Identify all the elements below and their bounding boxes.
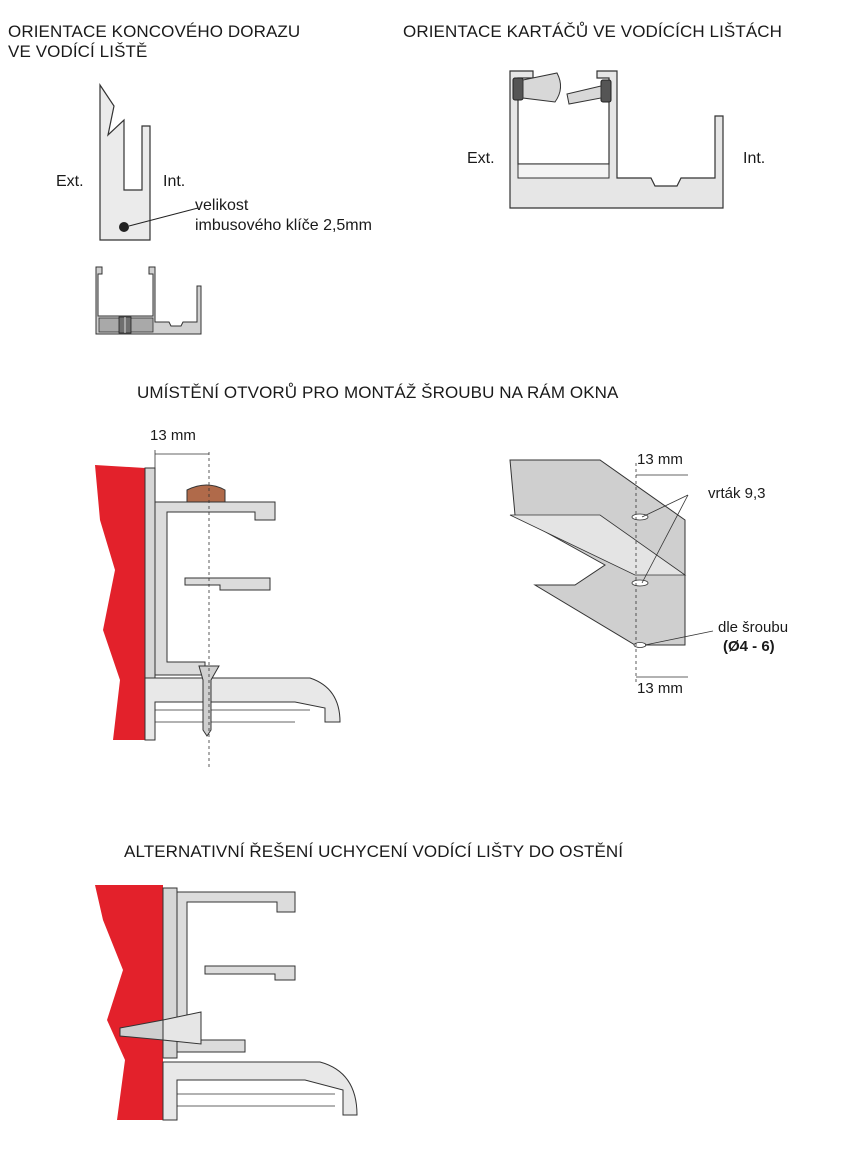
window-frame-mount-diagram [95, 440, 355, 770]
screw-holes-title: UMÍSTĚNÍ OTVORŮ PRO MONTÁŽ ŠROUBU NA RÁM OKNA [137, 383, 619, 402]
dim-left-label: 13 mm [150, 427, 196, 444]
dim-right-top-label: 13 mm [637, 451, 683, 468]
end-stop-ext-label: Ext. [56, 173, 84, 190]
drill-size-label: vrták 9,3 [708, 485, 766, 502]
wall-anchor-mount-diagram [95, 880, 365, 1130]
brush-rail-diagram [505, 68, 735, 218]
rail-drill-diagram [505, 455, 705, 680]
key-size-note-line1: velikost [195, 197, 249, 214]
end-stop-diagram [90, 80, 210, 250]
end-stop-title-line1: ORIENTACE KONCOVÉHO DORAZU [8, 22, 301, 41]
end-stop-int-label: Int. [163, 173, 186, 190]
brush-int-label: Int. [743, 150, 766, 167]
key-size-note-line2: imbusového klíče 2,5mm [195, 217, 372, 234]
screw-size-line2: (Ø4 - 6) [723, 638, 775, 655]
brush-ext-label: Ext. [467, 150, 495, 167]
end-stop-title-line2: VE VODÍCÍ LIŠTĚ [8, 42, 148, 61]
rail-section-small [93, 262, 213, 342]
screw-size-line1: dle šroubu [718, 619, 789, 636]
alt-mount-title: ALTERNATIVNÍ ŘEŠENÍ UCHYCENÍ VODÍCÍ LIŠTY DO OSTĚNÍ [124, 842, 624, 861]
brush-orientation-title: ORIENTACE KARTÁČŮ VE VODÍCÍCH LIŠTÁCH [403, 22, 783, 41]
dim-right-bottom-label: 13 mm [637, 680, 683, 697]
